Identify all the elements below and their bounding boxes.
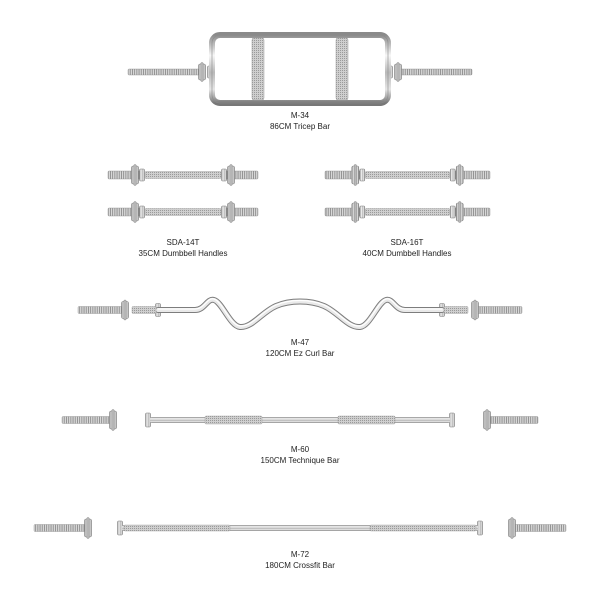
threaded-sleeve: [398, 69, 472, 75]
knurled-grip: [145, 209, 221, 216]
bar-shaft: [150, 417, 450, 423]
knurled-grip: [444, 307, 468, 314]
collar-handle: [511, 518, 513, 539]
collar-handle: [486, 410, 488, 431]
ez-curl-shaft-outline: [158, 300, 442, 327]
caption-technique-bar: [260, 444, 339, 466]
threaded-sleeve: [475, 307, 522, 314]
end-stop: [222, 206, 227, 218]
end-stop: [450, 169, 455, 181]
threaded-sleeve: [78, 307, 125, 314]
product-description: 35CM Dumbbell Handles: [138, 249, 228, 258]
dumbbell-handle-35cm-top: [108, 165, 258, 186]
end-stop: [146, 413, 151, 427]
collar-handle: [459, 202, 461, 223]
end-stop: [140, 206, 145, 218]
end-stop: [360, 169, 365, 181]
crossfit-bar: [34, 518, 566, 539]
end-stop: [450, 413, 455, 427]
model-number: M-60: [290, 445, 310, 454]
end-stop: [222, 169, 227, 181]
collar-handle: [397, 63, 399, 82]
collar-handle: [354, 165, 356, 186]
collar-handle: [230, 202, 232, 223]
knurled-grip: [365, 209, 449, 216]
collar-handle: [230, 165, 232, 186]
caption-40cm-dumbbell-handles: [363, 237, 452, 259]
collar-handle: [134, 202, 136, 223]
technique-bar: [62, 410, 538, 431]
collar-handle: [459, 165, 461, 186]
end-stop: [478, 521, 483, 535]
threaded-sleeve: [34, 525, 88, 532]
threaded-sleeve: [62, 417, 113, 424]
end-stop: [360, 206, 365, 218]
end-stop: [140, 169, 145, 181]
tricep-frame: [212, 35, 388, 103]
end-stop: [450, 206, 455, 218]
dumbbell-handle-40cm-bottom: [325, 202, 490, 223]
threaded-sleeve: [487, 417, 538, 424]
caption-35cm-dumbbell-handles: [139, 237, 228, 259]
knurled-grip: [124, 525, 230, 531]
product-description: 86CM Tricep Bar: [269, 122, 331, 131]
model-number: M-72: [290, 550, 310, 559]
model-number: M-47: [290, 338, 310, 347]
knurled-grip: [338, 416, 395, 424]
product-description: 150CM Technique Bar: [260, 456, 340, 465]
knurled-grip: [365, 172, 449, 179]
threaded-sleeve: [512, 525, 566, 532]
dumbbell-handle-40cm-top: [325, 165, 490, 186]
tricep-grip-left: [252, 38, 264, 100]
end-stop: [118, 521, 123, 535]
ez-curl-bar: [78, 299, 522, 327]
tricep-frame-outline: [212, 35, 388, 103]
knurled-grip: [205, 416, 262, 424]
threaded-sleeve: [128, 69, 202, 75]
caption-tricep-bar: [270, 110, 330, 132]
collar-handle: [112, 410, 114, 431]
collar-handle: [134, 165, 136, 186]
dumbbell-handle-35cm-bottom: [108, 202, 258, 223]
caption-crossfit-bar: [265, 549, 335, 571]
collar-handle: [354, 202, 356, 223]
model-number: SDA-14T: [166, 238, 200, 247]
product-description: 120CM Ez Curl Bar: [265, 349, 335, 358]
product-description: 40CM Dumbbell Handles: [362, 249, 452, 258]
collar-handle: [201, 63, 203, 82]
model-number: M-34: [290, 111, 310, 120]
collar-handle: [474, 300, 476, 320]
tricep-grip-right: [336, 38, 348, 100]
knurled-grip: [132, 307, 156, 314]
product-description: 180CM Crossfit Bar: [265, 561, 335, 570]
caption-ez-curl-bar: [266, 337, 335, 359]
knurled-grip: [145, 172, 221, 179]
knurled-grip: [370, 525, 476, 531]
tricep-bar: [128, 35, 472, 103]
collar-handle: [87, 518, 89, 539]
collar-handle: [124, 300, 126, 320]
model-number: SDA-16T: [390, 238, 424, 247]
